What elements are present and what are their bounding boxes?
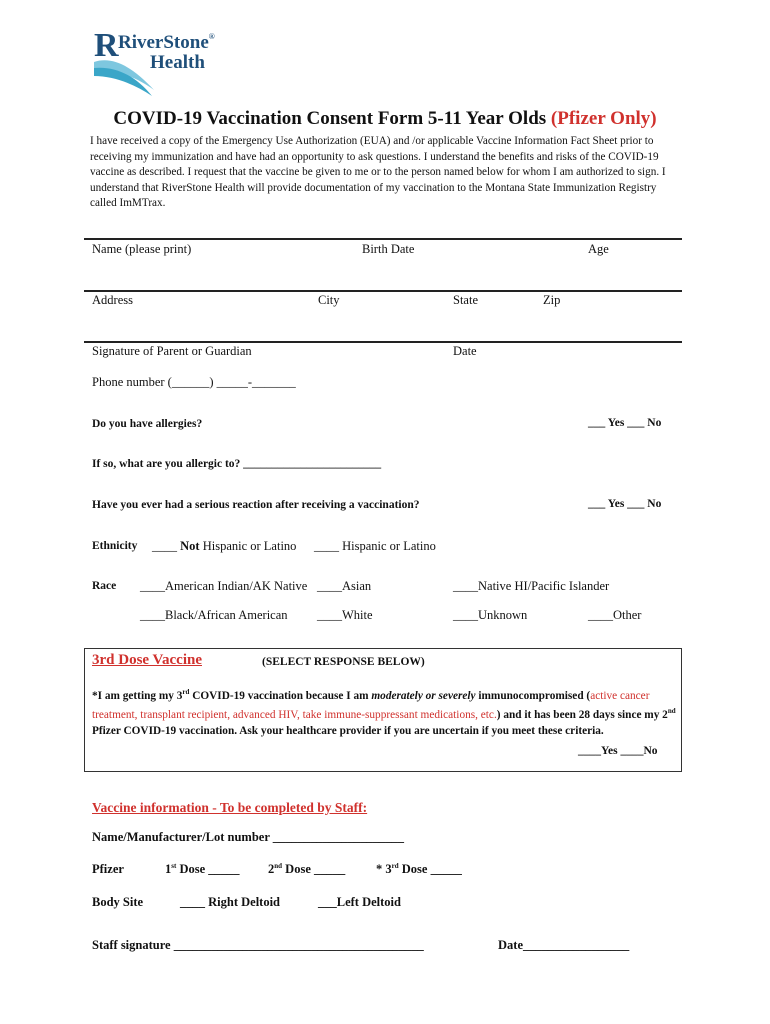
staff-signature-field[interactable]: Staff signature ________________________________________ xyxy=(92,938,424,952)
race-white[interactable]: ____White xyxy=(317,608,373,622)
name-label: Name (please print) xyxy=(92,242,192,256)
race-asian[interactable]: ____Asian xyxy=(317,579,372,593)
race-label: Race xyxy=(92,580,117,592)
allergies-question: Do you have allergies? xyxy=(92,418,203,430)
title-highlight: (Pfizer Only) xyxy=(550,108,657,129)
signature-label: Signature of Parent or Guardian xyxy=(92,344,252,358)
pfizer-label: Pfizer xyxy=(92,862,124,876)
intro-paragraph: I have received a copy of the Emergency Use Authorization (EUA) and /or applicable Vaccine Information Fact Sheet prior to receiving my immunization and have had an opportunity to ask questions. I understand the benefits and risks of the COVID-19 vaccine as described. I request that the vaccine be given to me or to the person named below for whom I am authorized to sign. I understand that RiverStone Health will provide documentation of my vaccination to the Montana State Immunization Registry called ImMTrax. xyxy=(90,135,666,209)
date-label: Date xyxy=(453,344,477,358)
age-label: Age xyxy=(588,242,609,256)
race-black[interactable]: ____Black/African American xyxy=(140,608,288,622)
body-site-label: Body Site xyxy=(92,895,144,909)
third-dose-criteria: *I am getting my 3rd COVID-19 vaccination because I am moderately or severely immunocompromised (active cancer treatment, transplant recipient, advanced HIV, take immune-suppressant medications, etc.) and it has been 28 days since my 2nd Pfizer COVID-19 vaccination. Ask your healthcare provider if you are uncertain if you meet these criteria. xyxy=(92,688,676,737)
dose2-field[interactable]: 2nd Dose _____ xyxy=(268,862,346,877)
race-american-indian[interactable]: ____American Indian/AK Native xyxy=(140,579,308,593)
dose1-field[interactable]: 1st Dose _____ xyxy=(165,862,240,877)
city-label: City xyxy=(318,293,340,307)
manufacturer-field[interactable]: Name/Manufacturer/Lot number _____________________ xyxy=(92,830,405,844)
reaction-question: Have you ever had a serious reaction after receiving a vaccination? xyxy=(92,499,420,511)
third-dose-title: 3rd Dose Vaccine xyxy=(92,652,202,668)
riverstone-logo xyxy=(92,26,215,98)
divider xyxy=(84,290,682,292)
logo-line2: Health xyxy=(150,52,205,73)
race-native-hi[interactable]: ____Native HI/Pacific Islander xyxy=(453,579,610,593)
birth-date-label: Birth Date xyxy=(362,242,415,256)
staff-date-field[interactable]: Date_________________ xyxy=(498,938,630,952)
third-dose-yes-no[interactable]: ____Yes ____No xyxy=(578,745,658,757)
zip-label: Zip xyxy=(543,293,561,307)
race-other[interactable]: ____Other xyxy=(588,608,642,622)
right-deltoid-option[interactable]: ____ Right Deltoid xyxy=(180,895,280,909)
allergic-to-field[interactable]: If so, what are you allergic to? ________________________ xyxy=(92,458,382,470)
address-label: Address xyxy=(92,293,133,307)
dose3-field[interactable]: * 3rd Dose _____ xyxy=(376,862,462,877)
select-response-label: (SELECT RESPONSE BELOW) xyxy=(262,656,425,668)
ethnicity-hispanic[interactable]: ____ Hispanic or Latino xyxy=(314,539,436,553)
divider xyxy=(84,238,682,240)
divider xyxy=(84,341,682,343)
ethnicity-label: Ethnicity xyxy=(92,540,138,552)
race-unknown[interactable]: ____Unknown xyxy=(453,608,528,622)
left-deltoid-option[interactable]: ___Left Deltoid xyxy=(318,895,401,909)
ethnicity-not-hispanic[interactable]: ____ Not Hispanic or Latino xyxy=(152,539,297,553)
allergies-yes-no[interactable]: ___ Yes ___ No xyxy=(588,417,662,429)
state-label: State xyxy=(453,293,478,307)
page-title: COVID-19 Vaccination Consent Form 5-11 Year Olds (Pfizer Only) xyxy=(113,108,657,129)
staff-section-title: Vaccine information - To be completed by Staff: xyxy=(92,800,368,815)
svg-text:R: R xyxy=(94,27,119,64)
phone-field[interactable]: Phone number (______) _____-_______ xyxy=(92,375,296,389)
reaction-yes-no[interactable]: ___ Yes ___ No xyxy=(588,498,662,510)
logo-line1: RiverStone® xyxy=(118,32,215,53)
